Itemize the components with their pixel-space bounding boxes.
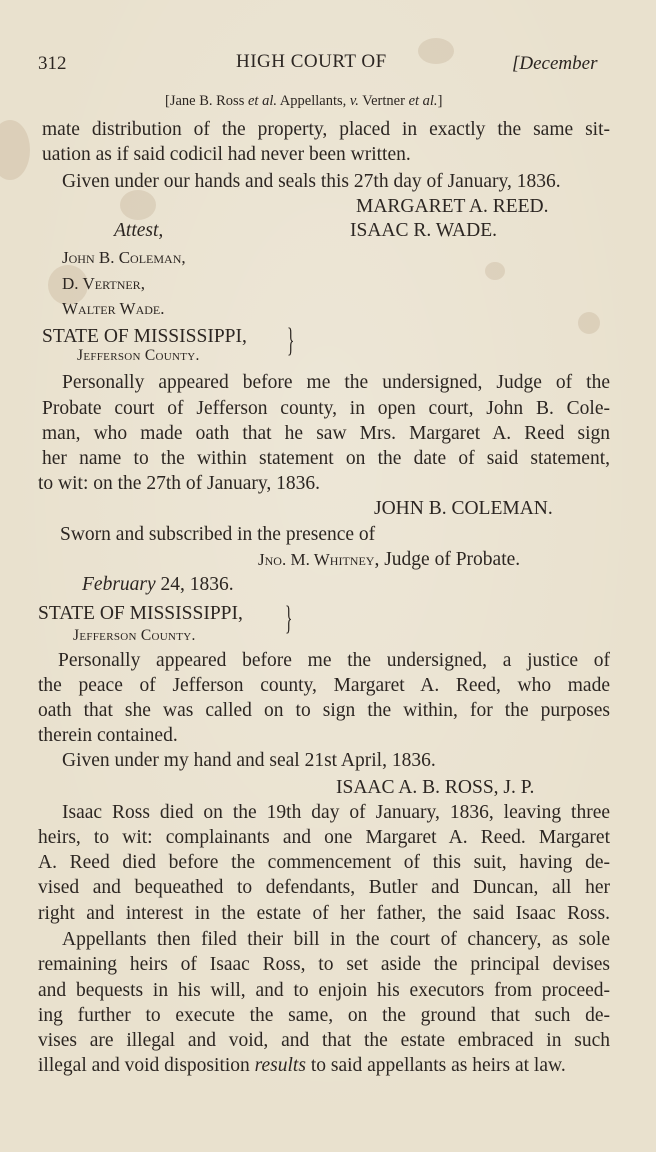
body-line: A. Reed died before the commencement of this suit, having de- — [38, 852, 610, 873]
paper-stain — [418, 38, 454, 64]
paper-stain — [485, 262, 505, 280]
body-line: right and interest in the estate of her father, the said Isaac Ross. — [38, 903, 610, 924]
body-line: Given under my hand and seal 21st April, 1836. — [62, 750, 436, 771]
body-line: to wit: on the 27th of January, 1836. — [38, 473, 320, 494]
paper-stain — [0, 120, 30, 180]
body-line: uation as if said codicil had never been written. — [42, 144, 411, 165]
signature-reed: MARGARET A. REED. — [356, 196, 549, 217]
witness-name: Walter Wade. — [62, 299, 165, 318]
body-line: vised and bequeathed to defendants, Butler and Duncan, all her — [38, 877, 610, 898]
body-line: Isaac Ross died on the 19th day of January, 1836, leaving three — [62, 802, 610, 823]
body-line: heirs, to wit: complainants and one Margaret A. Reed. Margaret — [38, 827, 610, 848]
body-line: vises are illegal and void, and that the estate embraced in such — [38, 1030, 610, 1051]
county-heading: Jefferson County. — [77, 347, 200, 364]
witness-name: D. Vertner, — [62, 274, 145, 293]
body-line: her name to the within statement on the date of said statement, — [42, 448, 610, 469]
attest-label: Attest, — [114, 220, 164, 241]
state-heading: STATE OF MISSISSIPPI, — [42, 326, 247, 347]
body-line: illegal and void disposition results to said appellants as heirs at law. — [38, 1055, 566, 1076]
brace-icon: } — [285, 600, 293, 637]
page-number: 312 — [38, 53, 67, 74]
state-heading: STATE OF MISSISSIPPI, — [38, 603, 243, 624]
body-line: Personally appeared before me the undersigned, a justice of — [58, 650, 610, 671]
body-line: ing further to execute the same, on the ground that such de- — [38, 1005, 610, 1026]
body-line: remaining heirs of Isaac Ross, to set aside the principal devises — [38, 954, 610, 975]
body-line: Appellants then filed their bill in the court of chancery, as sole — [62, 929, 610, 950]
body-line: oath that she was called on to sign the within, for the purposes — [38, 700, 610, 721]
judge-signature: Jno. M. Whitney, Judge of Probate. — [258, 549, 521, 570]
paper-stain — [578, 312, 600, 334]
case-caption: [Jane B. Ross et al. Appellants, v. Vertner et al.] — [165, 93, 443, 109]
body-line: the peace of Jefferson county, Margaret A. Reed, who made — [38, 675, 610, 696]
signature-ross: ISAAC A. B. ROSS, J. P. — [336, 777, 535, 798]
paper-stain — [120, 190, 156, 220]
witness-name: John B. Coleman, — [62, 248, 186, 267]
body-line: mate distribution of the property, placed in exactly the same sit- — [42, 119, 610, 140]
term-label: [December — [512, 53, 598, 74]
county-heading: Jefferson County. — [73, 627, 196, 644]
body-line: Sworn and subscribed in the presence of — [60, 524, 376, 545]
signature-wade: ISAAC R. WADE. — [350, 220, 497, 241]
body-line: Given under our hands and seals this 27th day of January, 1836. — [62, 171, 561, 192]
running-title: HIGH COURT OF — [236, 51, 387, 72]
body-line: therein contained. — [38, 725, 178, 746]
body-line: and bequests in his will, and to enjoin his executors from proceed- — [38, 980, 610, 1001]
body-line: man, who made oath that he saw Mrs. Margaret A. Reed sign — [42, 423, 610, 444]
date-line: February 24, 1836. — [82, 574, 234, 595]
brace-icon: } — [287, 322, 295, 359]
signature-coleman: JOHN B. COLEMAN. — [374, 498, 553, 519]
body-line: Personally appeared before me the undersigned, Judge of the — [62, 372, 610, 393]
body-line: Probate court of Jefferson county, in open court, John B. Cole- — [42, 398, 610, 419]
